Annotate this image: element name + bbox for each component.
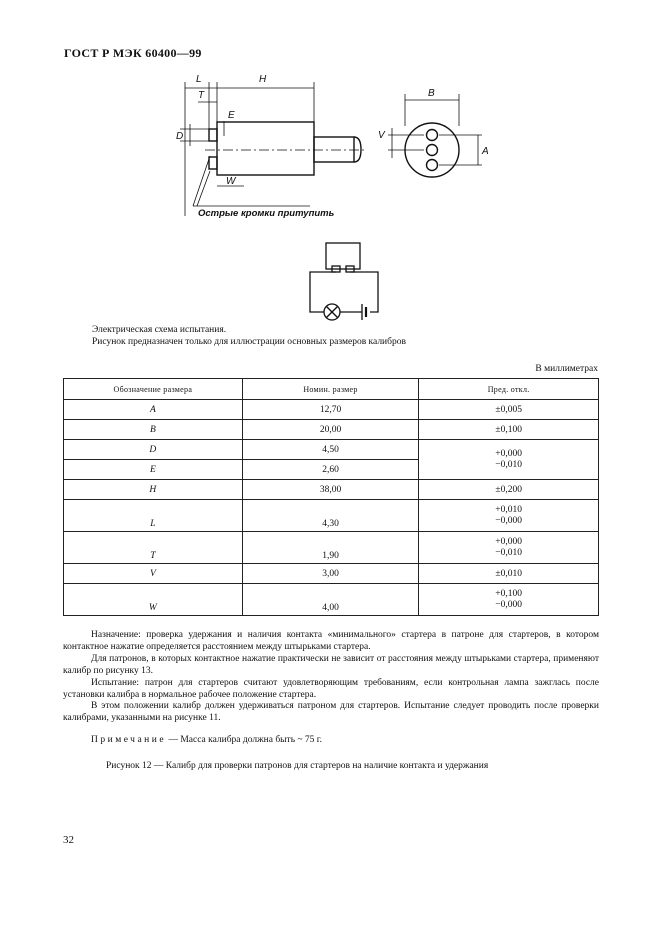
column-header: Обозначение размера bbox=[64, 379, 243, 400]
dimension-symbol: A bbox=[64, 400, 243, 420]
tolerance-lower: −0,010 bbox=[495, 459, 523, 470]
dim-label-a: A bbox=[482, 146, 489, 157]
tolerance-value: ±0,100 bbox=[419, 420, 599, 440]
tolerance-value bbox=[419, 532, 599, 564]
table-row bbox=[64, 584, 599, 616]
table-row bbox=[64, 500, 599, 532]
schematic-caption: Электрическая схема испытания. bbox=[92, 325, 227, 335]
dim-label-t: T bbox=[198, 90, 205, 101]
dimension-symbol: W bbox=[64, 584, 243, 616]
tolerance-upper: +0,000 bbox=[495, 536, 523, 547]
gauge-body bbox=[217, 122, 314, 175]
gauge-pin-bottom bbox=[209, 157, 217, 169]
dim-label-v: V bbox=[378, 130, 385, 141]
document-header: ГОСТ Р МЭК 60400—99 bbox=[64, 46, 202, 60]
nominal-value: 12,70 bbox=[242, 400, 419, 420]
nominal-value: 38,00 bbox=[242, 480, 419, 500]
paragraph-position: В этом положении калибр должен удерживаться патроном для стартеров. Испытание следует проводить после проверки калибрами, указанными на рисунке 11. bbox=[63, 701, 599, 723]
dim-label-b: B bbox=[428, 88, 435, 99]
tolerance-value: ±0,200 bbox=[419, 480, 599, 500]
nominal-value: 20,00 bbox=[242, 420, 419, 440]
column-header: Номин. размер bbox=[242, 379, 419, 400]
nominal-value: 2,60 bbox=[242, 460, 419, 480]
dimension-symbol: T bbox=[64, 532, 243, 564]
dimension-symbol: H bbox=[64, 480, 243, 500]
figure-note-caption: Рисунок предназначен только для иллюстрации основных размеров калибров bbox=[92, 337, 406, 347]
paragraph-purpose: Назначение: проверка удержания и наличия контакта «минимального» стартера в патроне для стартеров, в котором контактное нажатие определяется расстоянием между штырьками стартера. bbox=[63, 630, 599, 652]
nominal-value: 4,00 bbox=[242, 584, 419, 616]
tolerance-lower: −0,010 bbox=[495, 547, 523, 558]
dim-label-l: L bbox=[196, 74, 202, 85]
page-number: 32 bbox=[63, 834, 74, 846]
nominal-value: 1,90 bbox=[242, 532, 419, 564]
tolerance-upper: +0,100 bbox=[495, 588, 523, 599]
dim-label-h: H bbox=[259, 74, 267, 85]
gauge-drawing bbox=[160, 66, 500, 226]
tolerance-value: ±0,005 bbox=[419, 400, 599, 420]
nominal-value: 4,50 bbox=[242, 440, 419, 460]
gauge-shaft bbox=[314, 137, 354, 162]
table-row bbox=[64, 564, 599, 584]
figure-caption: Рисунок 12 — Калибр для проверки патронов для стартеров на наличие контакта и удержания bbox=[106, 761, 489, 771]
nominal-value: 4,30 bbox=[242, 500, 419, 532]
paragraph-test: Испытание: патрон для стартеров считают удовлетворяющим требованиям, если контрольная лампа зажглась после установки калибра в нормальное рабочее положение стартера. bbox=[63, 678, 599, 700]
tolerance-upper: +0,000 bbox=[495, 448, 523, 459]
tolerance-upper: +0,010 bbox=[495, 504, 523, 515]
gauge-pin-top bbox=[209, 129, 217, 141]
tolerance-lower: −0,000 bbox=[495, 599, 523, 610]
tolerance-value bbox=[419, 500, 599, 532]
dimension-symbol: E bbox=[64, 460, 243, 480]
dimension-symbol: D bbox=[64, 440, 243, 460]
table-row bbox=[64, 420, 599, 440]
tolerance-value bbox=[419, 440, 599, 480]
test-circuit-schematic bbox=[300, 240, 390, 330]
note bbox=[91, 735, 322, 745]
nominal-value: 3,00 bbox=[242, 564, 419, 584]
tolerance-value bbox=[419, 584, 599, 616]
table-row bbox=[64, 440, 599, 460]
dimensions-table bbox=[63, 378, 599, 616]
paragraph-alt-gauge: Для патронов, в которых контактное нажатие практически не зависит от расстояния между штырьками стартера, применяют калибр по рисунку 13. bbox=[63, 654, 599, 676]
units-label: В миллиметрах bbox=[535, 364, 598, 374]
table-header-row bbox=[64, 379, 599, 400]
table-row bbox=[64, 532, 599, 564]
dim-label-d: D bbox=[176, 131, 184, 142]
table-row bbox=[64, 400, 599, 420]
dimension-symbol: V bbox=[64, 564, 243, 584]
dimension-symbol: L bbox=[64, 500, 243, 532]
note-text: — Масса калибра должна быть ~ 75 г. bbox=[166, 735, 323, 745]
tolerance-value: ±0,010 bbox=[419, 564, 599, 584]
column-header: Пред. откл. bbox=[419, 379, 599, 400]
dim-label-e: E bbox=[228, 110, 235, 121]
tolerance-lower: −0,000 bbox=[495, 515, 523, 526]
dim-label-w: W bbox=[226, 176, 236, 187]
drawing-annotation: Острые кромки притупить bbox=[198, 208, 335, 219]
table-row bbox=[64, 480, 599, 500]
note-label: Примечание bbox=[91, 735, 167, 745]
dimension-symbol: B bbox=[64, 420, 243, 440]
